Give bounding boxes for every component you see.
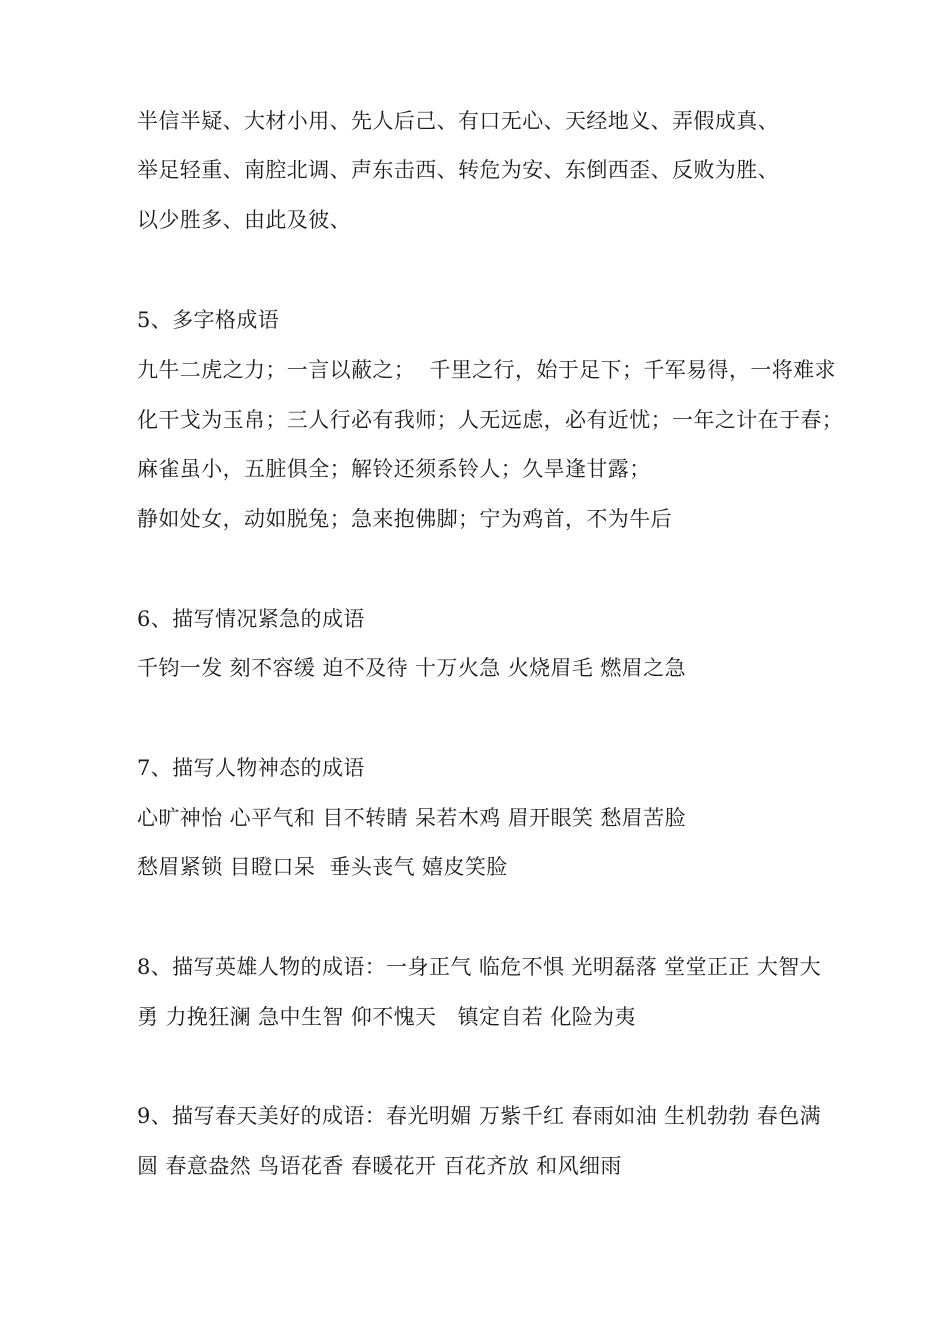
section5-heading: 5、多字格成语	[137, 308, 280, 332]
section7-line-2: 愁眉紧锁 目瞪口呆 垂头丧气 嬉皮笑脸	[137, 855, 508, 879]
intro-line-3: 以少胜多、由此及彼、	[137, 208, 351, 232]
section9-line-2: 圆 春意盎然 鸟语花香 春暖花开 百花齐放 和风细雨	[137, 1154, 622, 1178]
section7-heading: 7、描写人物神态的成语	[137, 756, 365, 780]
section8-line-2: 勇 力挽狂澜 急中生智 仰不愧天 镇定自若 化险为夷	[137, 1005, 636, 1029]
section5-line-2: 化干戈为玉帛；三人行必有我师；人无远虑，必有近忧；一年之计在于春；	[137, 408, 844, 432]
section6-heading: 6、描写情况紧急的成语	[137, 607, 365, 631]
section7-line-1: 心旷神怡 心平气和 目不转睛 呆若木鸡 眉开眼笑 愁眉苦脸	[137, 806, 686, 830]
section5-line-4: 静如处女，动如脱兔；急来抱佛脚；宁为鸡首，不为牛后	[137, 507, 672, 531]
intro-line-2: 举足轻重、南腔北调、声东击西、转危为安、东倒西歪、反败为胜、	[137, 158, 779, 182]
section6-line-1: 千钧一发 刻不容缓 迫不及待 十万火急 火烧眉毛 燃眉之急	[137, 656, 686, 680]
section5-line-3: 麻雀虽小，五脏俱全；解铃还须系铃人；久旱逢甘露；	[137, 457, 651, 481]
section5-line-1: 九牛二虎之力；一言以蔽之； 千里之行，始于足下；千军易得，一将难求	[137, 358, 836, 382]
section8-line-1: 8、描写英雄人物的成语：一身正气 临危不惧 光明磊落 堂堂正正 大智大	[137, 955, 822, 979]
intro-line-1: 半信半疑、大材小用、先人后己、有口无心、天经地义、弄假成真、	[137, 109, 779, 133]
section9-line-1: 9、描写春天美好的成语：春光明媚 万紫千红 春雨如油 生机勃勃 春色满	[137, 1104, 822, 1128]
